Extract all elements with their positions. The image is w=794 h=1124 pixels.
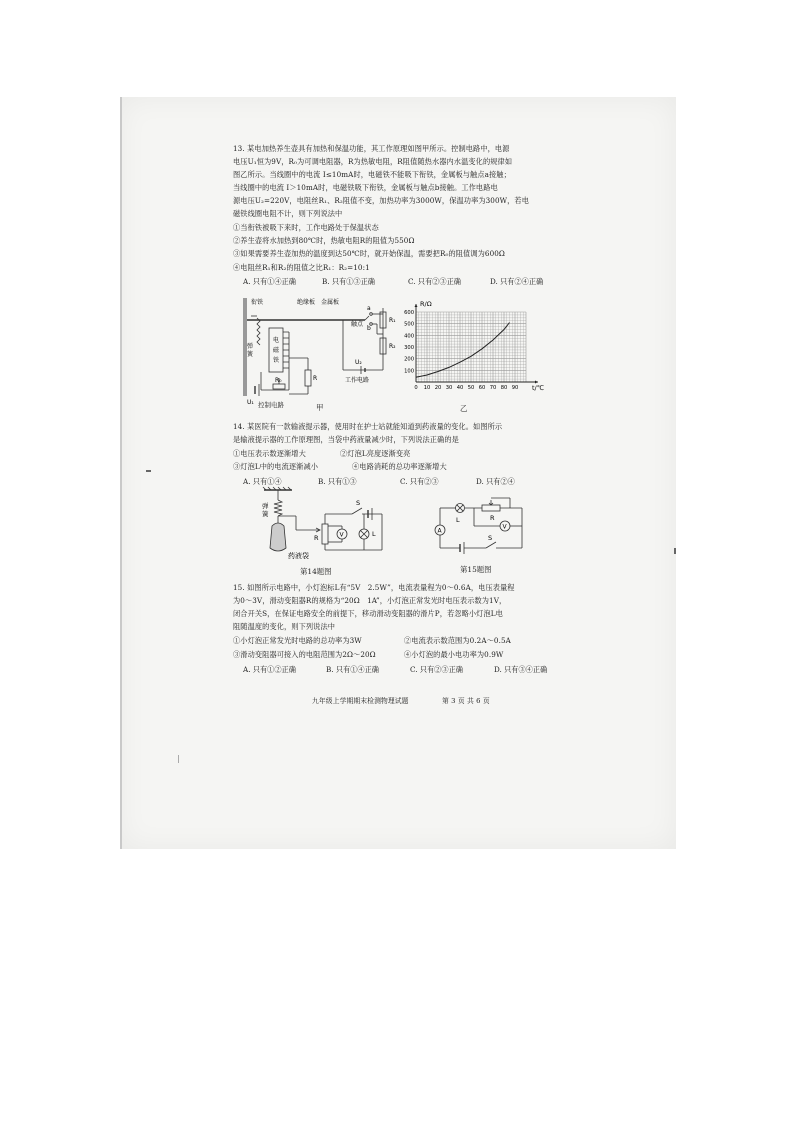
q15-line: 阻随温度的变化，则下列说法中	[233, 622, 336, 631]
x-tick-label: 60	[478, 385, 486, 391]
spring-icon	[257, 318, 260, 345]
x-tick-label: 40	[456, 385, 464, 391]
figure-15	[430, 490, 540, 562]
y-tick-label: 400	[404, 333, 414, 340]
label-chudian: 触点	[351, 321, 364, 328]
q13-option-a: A. 只有①④正确	[243, 277, 296, 286]
label-ci: 磁	[273, 347, 280, 354]
x-tick-label: 10	[423, 385, 431, 391]
q13-option-d: D. 只有②④正确	[490, 277, 544, 286]
q13-line: 磁铁线圈电阻不计，则下列说法中	[233, 209, 343, 218]
q14-option-a: A. 只有①④	[243, 477, 282, 486]
footer-page: 第 3 页 共 6 页	[442, 697, 490, 705]
x-tick-label: 30	[445, 385, 453, 391]
fig15-r: R	[490, 514, 495, 522]
q15-option-b: B. 只有①④正确	[326, 665, 379, 674]
fig15-l: L	[456, 516, 460, 524]
q14-item: ②灯泡L亮度逐渐变亮	[340, 449, 411, 458]
label-kongzhi: 控制电路	[258, 401, 284, 409]
figure-14-caption: 第14题图	[300, 567, 332, 576]
label-r0: R₀	[275, 377, 282, 384]
page-edge	[120, 97, 122, 849]
fig14-r: R	[314, 534, 319, 542]
q15-line: 为0～3V，滑动变阻器R的规格为“20Ω 1A”，小灯泡正常发光时电压表示数为1V，	[233, 596, 507, 605]
q13-line: 当线圈中的电流 I＞10mA时，电磁铁吸下衔铁，金属板与触点b接触。工作电路电	[233, 183, 498, 192]
q13-line: 图乙所示。当线圈中的电流 I≤10mA时，电磁铁不能吸下衔铁，金属板与触点a接触；	[233, 170, 511, 179]
label-a: a	[367, 305, 371, 312]
footer-title: 九年级上学期期末检测物理试题	[312, 697, 409, 705]
q14-item: ③灯泡L中的电流逐渐减小	[233, 462, 319, 471]
label-r: R	[313, 375, 318, 382]
drip-bag-icon	[270, 523, 286, 551]
fig15-s: S	[488, 534, 493, 542]
q15-option-a: A. 只有①②正确	[243, 665, 296, 674]
q15-item: ①小灯泡正常发光时电路的总功率为3W	[233, 636, 362, 645]
x-tick-label: 0	[414, 385, 418, 391]
y-tick-label: 500	[404, 321, 414, 328]
chart-ylabel: R/Ω	[420, 300, 432, 308]
scan-speck	[178, 755, 179, 763]
q13-line: 13. 某电加热养生壶具有加热和保温功能，其工作原理如图甲所示。控制电路中，电源	[233, 144, 510, 153]
label-r1: R₁	[389, 317, 396, 324]
q15-item: ④小灯泡的最小电功率为0.9W	[404, 650, 504, 659]
y-tick-label: 200	[404, 356, 414, 363]
y-axis-arrow	[415, 304, 418, 307]
fig14-l: L	[372, 530, 376, 538]
x-tick-label: 20	[434, 385, 442, 391]
x-tick-label: 80	[500, 385, 508, 391]
q14-item: ①电压表示数逐渐增大	[233, 449, 306, 458]
x-tick-label: 90	[511, 385, 519, 391]
q15-line: 15. 如图所示电路中，小灯泡标L有“5V 2.5W”，电流表量程为0～0.6A，电压表量程	[233, 583, 515, 592]
label-dian: 电	[273, 337, 280, 344]
q14-option-c: C. 只有②③	[400, 477, 439, 486]
y-tick-label: 100	[404, 368, 414, 375]
q13-option-b: B. 只有①③正确	[322, 277, 375, 286]
q14-line: 14. 某医院有一款输液提示器，使用时在护士站就能知道到药液量的变化。如图所示	[233, 422, 503, 431]
label-tie: 铁	[273, 357, 280, 364]
y-tick-label: 600	[404, 310, 414, 316]
q13-option-c: C. 只有②③正确	[408, 277, 461, 286]
q14-item: ④电路消耗的总功率逐渐增大	[352, 462, 447, 471]
figure-jia-caption: 甲	[316, 403, 324, 412]
scanned-page	[120, 97, 676, 849]
q13-line: ③如果需要养生壶加热的温度到达50℃时，就开始保温，需要把R₀的阻值调为600Ω	[233, 249, 505, 258]
spring-icon	[274, 500, 282, 516]
label-jinshu: 金属板	[321, 299, 340, 306]
figure-14	[256, 486, 396, 564]
q13-line: 源电压U₂=220V，电阻丝R₁、R₂阻值不变，加热功率为3000W，保温功率为300W，若电	[233, 196, 530, 205]
label-tan: 弹	[247, 343, 254, 350]
q14-line: 是输液提示器的工作原理图，当袋中药液量减少时，下列说法正确的是	[233, 435, 459, 444]
figure-15-caption: 第15题图	[460, 565, 492, 574]
label-u1: U₁	[247, 399, 254, 406]
label-r2: R₂	[389, 343, 396, 350]
chart-xlabel: t/℃	[532, 384, 545, 392]
label-gongzuo: 工作电路	[345, 377, 370, 384]
figure-yi-caption: 乙	[460, 404, 468, 413]
q13-line: ①当衔铁被吸下来时，工作电路处于保温状态	[233, 223, 379, 232]
q15-option-d: D. 只有③④正确	[494, 665, 548, 674]
q15-item: ③滑动变阻器可接入的电阻范围为2Ω～20Ω	[233, 650, 376, 659]
q14-option-d: D. 只有②④	[476, 477, 515, 486]
fig14-s: S	[356, 499, 361, 507]
x-tick-label: 50	[467, 385, 475, 391]
q15-option-c: C. 只有②③正确	[410, 665, 463, 674]
x-tick-label: 70	[489, 385, 497, 391]
fig14-huang: 簧	[262, 510, 269, 518]
y-tick-label: 300	[404, 345, 414, 351]
label-u2: U₂	[355, 359, 362, 366]
label-b: b	[367, 325, 371, 332]
label-jueyuan: 绝缘板	[297, 299, 316, 306]
fig14-tan: 弹	[262, 502, 269, 510]
scan-speck	[674, 548, 676, 554]
q15-line: 闭合开关S，在保证电路安全的前提下，移动滑动变阻器的滑片P，若忽略小灯泡L电	[233, 609, 503, 618]
chart-axes	[415, 304, 539, 384]
q13-line: ④电阻丝R₁和R₂的阻值之比R₁：R₂=10:1	[233, 263, 370, 272]
fig14-v: V	[339, 531, 344, 539]
fig15-a: A	[437, 527, 442, 535]
label-xiantie: 衔铁	[251, 299, 264, 306]
fig14-bag-label: 药液袋	[288, 552, 309, 560]
figure-yi-chart	[396, 298, 548, 406]
q14-option-b: B. 只有①③	[318, 477, 357, 486]
figure-jia	[243, 298, 403, 408]
scan-speck	[146, 470, 151, 472]
q15-item: ②电流表示数范围为0.2A～0.5A	[404, 636, 511, 645]
q13-line: ②养生壶将水加热到80℃时，热敏电阻R的阻值为550Ω	[233, 236, 415, 245]
label-huang: 簧	[247, 351, 254, 358]
q13-line: 电压U₁恒为9V，R₀为可调电阻器，R为热敏电阻，R阻值随热水器内水温变化的规律如	[233, 157, 513, 166]
fig15-v: V	[502, 523, 507, 531]
